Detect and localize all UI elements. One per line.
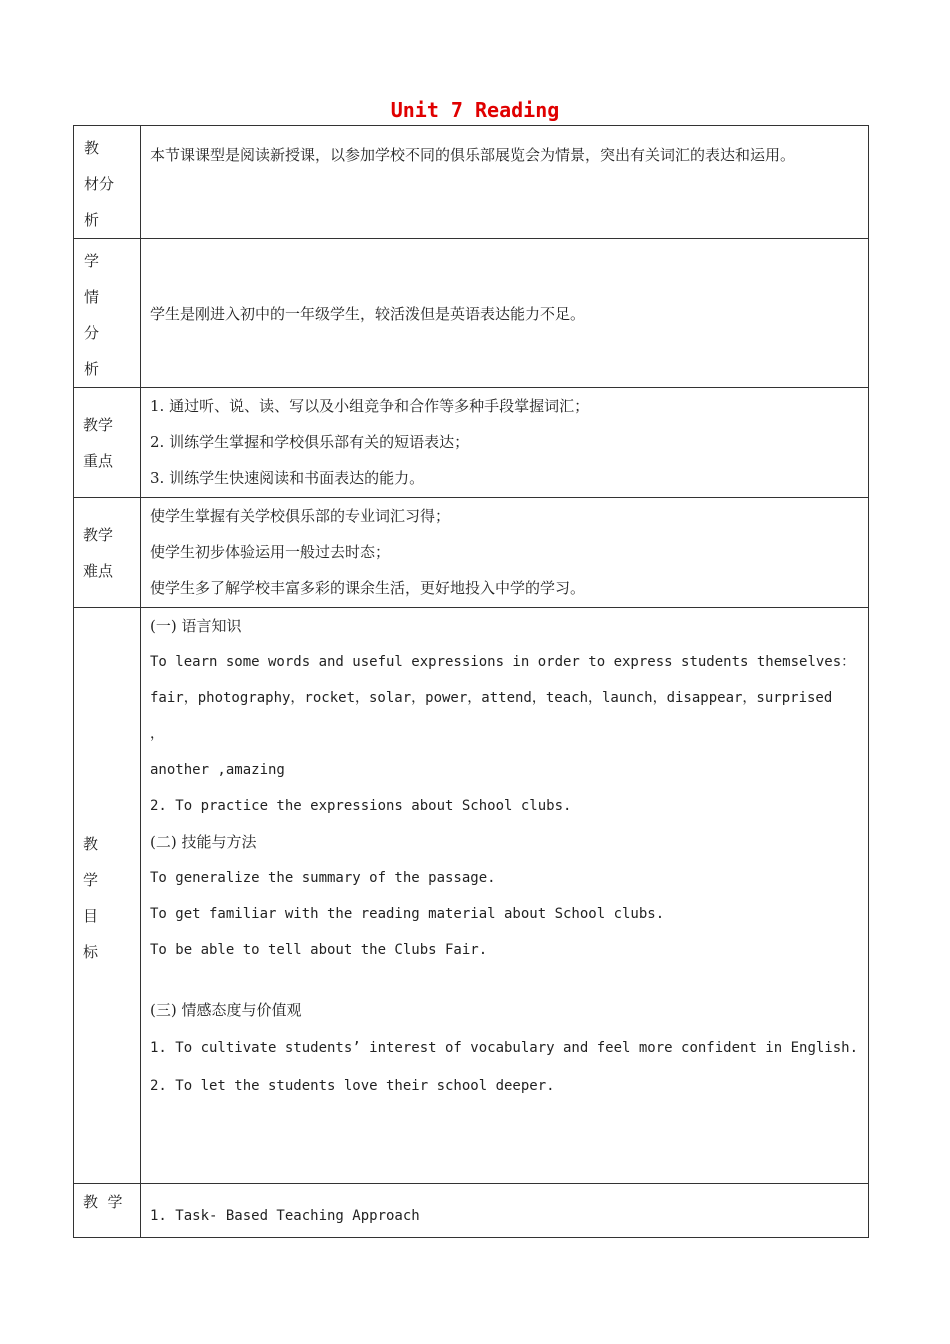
row-key-points (74, 388, 869, 498)
row-objectives (74, 608, 869, 1184)
label-text: 教学 (83, 525, 114, 544)
list-item: 2. 训练学生掌握和学校俱乐部有关的短语表达； (150, 433, 470, 451)
list-item: 使学生初步体验运用一般过去时态； (150, 543, 391, 561)
label-cell (74, 608, 141, 1184)
row-student-analysis (74, 239, 869, 388)
list-item: 1. 通过听、说、读、写以及小组竞争和合作等多种手段掌握词汇； (150, 397, 590, 415)
label-text: 析 (84, 360, 100, 378)
section-heading: (一) 语言知识 (150, 617, 242, 635)
page-title: Unit 7 Reading (390, 98, 560, 122)
content-cell (141, 498, 869, 608)
objective-line: To generalize the summary of the passage. (150, 870, 496, 886)
label-text: 教 (83, 834, 99, 853)
label-text: 析 (84, 211, 100, 229)
vocabulary-line: ， (150, 726, 164, 742)
label-text: 学 (84, 252, 100, 270)
content-cell (141, 1184, 869, 1238)
label-text: 分 (84, 324, 100, 342)
list-item: 使学生多了解学校丰富多彩的课余生活，更好地投入中学的学习。 (150, 579, 586, 597)
content-cell (141, 239, 869, 388)
label-text: 重点 (83, 451, 114, 470)
content-cell (141, 126, 869, 239)
row-textbook-analysis (74, 126, 869, 239)
objective-line: To be able to tell about the Clubs Fair. (150, 942, 488, 958)
label-text: 教 (84, 139, 100, 157)
objective-line: 2. To let the students love their school deeper. (150, 1078, 555, 1094)
label-text: 教 学 (83, 1193, 123, 1211)
student-analysis-text: 学生是刚进入初中的一年级学生，较活泼但是英语表达能力不足。 (150, 304, 586, 323)
lesson-plan-table (73, 125, 869, 1238)
label-cell (74, 388, 141, 498)
label-text: 难点 (83, 561, 114, 580)
section-heading: (二) 技能与方法 (150, 833, 257, 851)
label-text: 情 (84, 288, 100, 306)
row-methods (74, 1184, 869, 1238)
label-cell (74, 1184, 141, 1238)
objective-line: 2. To practice the expressions about School clubs. (150, 798, 572, 814)
objective-line: To get familiar with the reading material about School clubs. (150, 906, 665, 922)
label-text: 标 (83, 942, 99, 961)
content-cell (141, 388, 869, 498)
label-text: 教学 (83, 415, 114, 434)
textbook-analysis-text: 本节课课型是阅读新授课，以参加学校不同的俱乐部展览会为情景，突出有关词汇的表达和运用。 (150, 146, 796, 164)
label-text: 材分 (84, 175, 115, 193)
method-text: 1. Task- Based Teaching Approach (150, 1208, 420, 1224)
vocabulary-line: fair，photography，rocket，solar，power，attend，teach，launch，disappear，surprised (150, 690, 833, 706)
row-difficulties (74, 498, 869, 608)
label-cell (74, 126, 141, 239)
section-heading: (三) 情感态度与价值观 (150, 1001, 302, 1019)
label-text: 目 (83, 906, 99, 925)
list-item: 使学生掌握有关学校俱乐部的专业词汇习得； (150, 507, 451, 525)
label-text: 学 (83, 870, 99, 889)
objective-line: To learn some words and useful expressions in order to express students themselves： (150, 654, 856, 670)
list-item: 3. 训练学生快速阅读和书面表达的能力。 (150, 469, 425, 487)
vocabulary-line: another ,amazing (150, 762, 285, 778)
label-cell (74, 498, 141, 608)
objective-line: 1. To cultivate students’ interest of vocabulary and feel more confident in English. (150, 1040, 859, 1056)
content-cell (141, 608, 869, 1184)
label-cell (74, 239, 141, 388)
